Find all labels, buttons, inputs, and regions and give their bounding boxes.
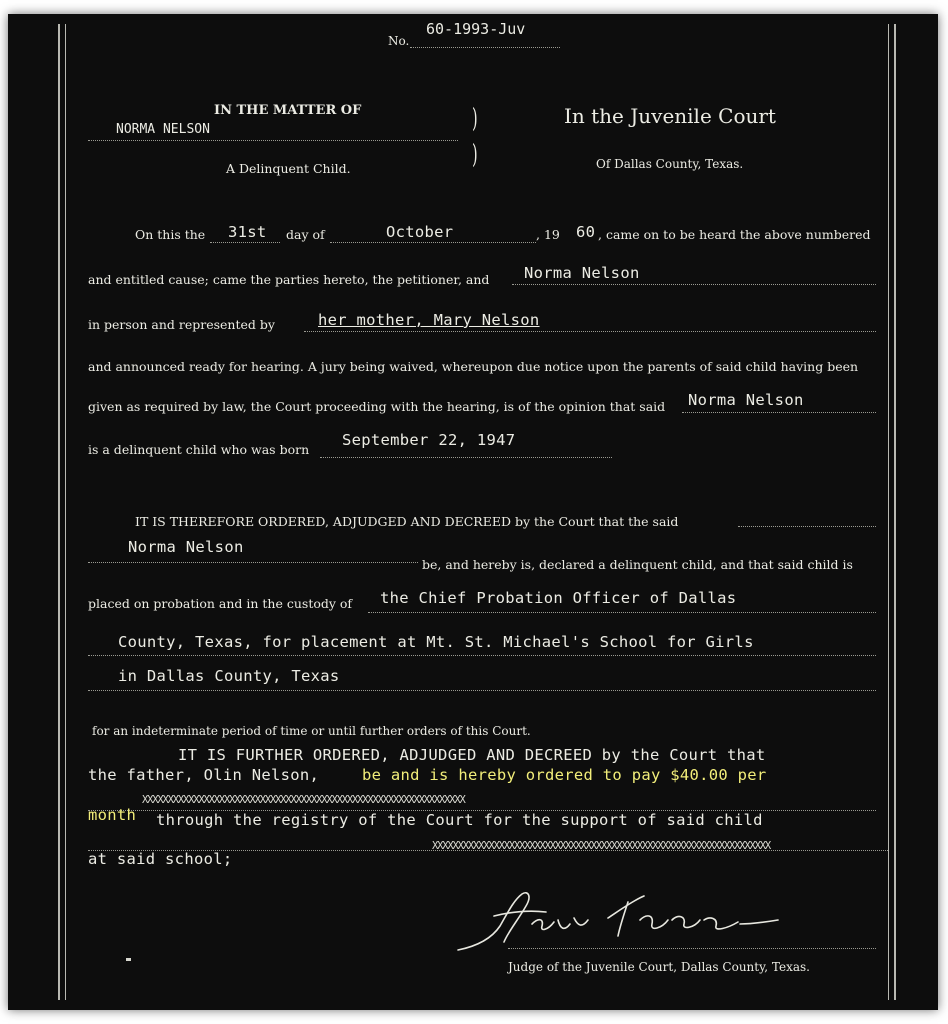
further-order-3a: month — [88, 806, 137, 824]
delinquent-label: A Delinquent Child. — [226, 161, 351, 176]
custody-line-3: in Dallas County, Texas — [118, 667, 340, 685]
ink-mark — [126, 958, 131, 961]
brace-bottom: ) — [472, 140, 478, 170]
order-text-1: IT IS THEREFORE ORDERED, ADJUDGED AND DECREED by the Court that the said — [135, 514, 679, 529]
hearing-text-1c: , 19 — [536, 227, 560, 242]
further-order-1: IT IS FURTHER ORDERED, ADJUDGED AND DECREED by the Court that — [178, 746, 766, 764]
left-border-rule-inner — [65, 24, 66, 1000]
hearing-month: October — [386, 223, 454, 241]
right-border-rule-inner — [888, 24, 889, 1000]
left-border-rule — [58, 24, 60, 1000]
representative-name: her mother, Mary Nelson — [318, 311, 540, 329]
struck-out-text-1: XXXXXXXXXXXXXXXXXXXXXXXXXXXXXXXXXXXXXXXXXXXXXXXXXXXXXXXXXXXXXXX — [142, 794, 465, 806]
order-child-name: Norma Nelson — [128, 538, 244, 556]
hearing-text-1a: On this the — [135, 227, 206, 242]
hearing-text-2: and entitled cause; came the parties hereto, the petitioner, and — [88, 272, 490, 287]
brace-top: ) — [472, 104, 478, 134]
case-number-label: No. — [388, 34, 410, 48]
hearing-text-1b: day of — [286, 227, 325, 242]
judge-label: Judge of the Juvenile Court, Dallas County, Texas. — [508, 960, 810, 974]
hearing-year: 60 — [576, 223, 596, 241]
custody-line-1: the Chief Probation Officer of Dallas — [380, 589, 737, 607]
court-title: In the Juvenile Court — [564, 104, 776, 128]
hearing-text-5: given as required by law, the Court proceeding with the hearing, is of the opinion that said — [88, 399, 666, 414]
hearing-text-4: and announced ready for hearing. A jury being waived, whereupon due notice upon the parents of said child having been — [88, 359, 859, 374]
further-order-2b: be and is hereby ordered to pay $40.00 per — [362, 766, 767, 784]
hearing-text-6: is a delinquent child who was born — [88, 442, 310, 457]
right-border-rule — [894, 24, 896, 1000]
document-sheet — [8, 14, 938, 1010]
case-number: 60-1993-Juv — [426, 20, 526, 38]
further-order-3b: through the registry of the Court for the support of said child — [156, 811, 763, 829]
struck-out-text-2: XXXXXXXXXXXXXXXXXXXXXXXXXXXXXXXXXXXXXXXXXXXXXXXXXXXXXXXXXXXXXXXXXX — [432, 840, 771, 852]
birth-date: September 22, 1947 — [342, 431, 516, 449]
order-text-2: be, and hereby is, declared a delinquent child, and that said child is — [422, 557, 853, 572]
matter-label: IN THE MATTER OF — [214, 103, 362, 118]
hearing-day: 31st — [228, 223, 267, 241]
child-name-header: NORMA NELSON — [116, 122, 210, 137]
hearing-text-3: in person and represented by — [88, 317, 275, 332]
court-subtitle: Of Dallas County, Texas. — [596, 157, 744, 171]
child-name-opinion: Norma Nelson — [688, 391, 804, 409]
hearing-text-1d: , came on to be heard the above numbered — [598, 227, 871, 242]
custody-line-2: County, Texas, for placement at Mt. St. Michael's School for Girls — [118, 633, 754, 651]
petitioner-name: Norma Nelson — [524, 264, 640, 282]
order-text-3: placed on probation and in the custody of — [88, 596, 353, 611]
further-order-4: at said school; — [88, 850, 233, 868]
further-order-2a: the father, Olin Nelson, — [88, 766, 320, 784]
order-text-4: for an indeterminate period of time or until further orders of this Court. — [92, 724, 531, 738]
